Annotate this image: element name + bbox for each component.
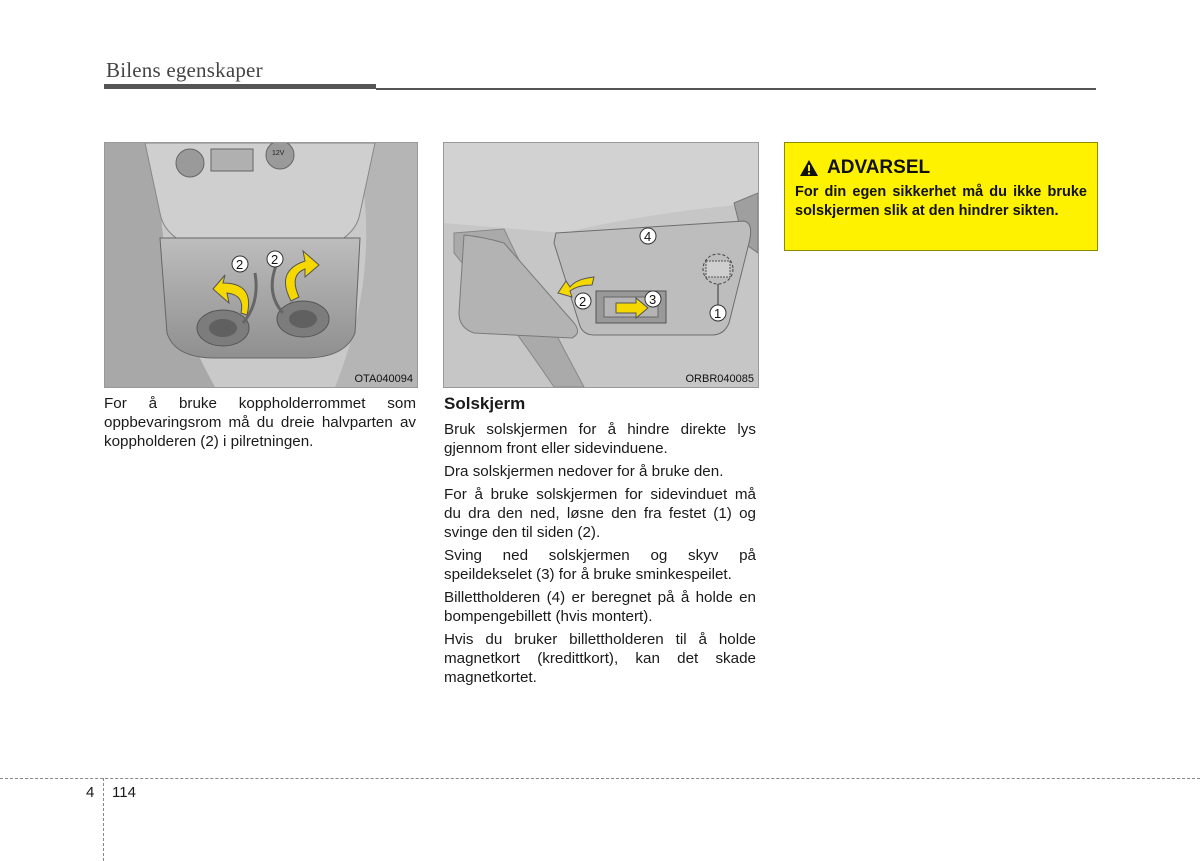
sun-visor-heading: Solskjerm bbox=[444, 394, 526, 413]
warning-box bbox=[784, 142, 1098, 251]
callout-4: 4 bbox=[644, 229, 652, 244]
sun-visor-paragraph: Sving ned solskjermen og skyv på speildekselet (3) for å bruke sminkespeilet. bbox=[444, 547, 756, 583]
figure-code-mid: ORBR040085 bbox=[685, 373, 754, 385]
warning-title: ADVARSEL bbox=[827, 157, 931, 178]
callout-2-left: 2 bbox=[236, 257, 244, 272]
sun-visor-paragraph: For å bruke solskjermen for sidevinduet må du dra den ned, løsne den fra festet (1) og svinge den til siden (2). bbox=[444, 486, 756, 541]
sun-visor-paragraph: Bruk solskjermen for å hindre direkte lys gjennom front eller sidevinduene. bbox=[444, 421, 756, 457]
sun-visor-paragraph: Dra solskjermen nedover for å bruke den. bbox=[444, 463, 724, 480]
sun-visor-text bbox=[444, 420, 756, 691]
callout-2-right: 2 bbox=[271, 252, 279, 267]
warning-text: For din egen sikkerhet må du ikke bruke solskjermen slik at den hindrer sikten. bbox=[795, 184, 1087, 219]
callout-3: 3 bbox=[649, 292, 657, 307]
callout-2: 2 bbox=[579, 294, 587, 309]
footer-rule bbox=[0, 778, 1200, 779]
sun-visor-paragraph: Billettholderen (4) er beregnet på å holde en bompengebillett (hvis montert). bbox=[444, 589, 756, 625]
section-header-title: Bilens egenskaper bbox=[106, 58, 263, 82]
warning-title-row bbox=[799, 157, 930, 179]
warning-triangle-icon bbox=[799, 159, 819, 177]
callout-1: 1 bbox=[714, 306, 722, 321]
header-rule-thin bbox=[376, 88, 1096, 90]
socket-label-12v: 12V bbox=[272, 150, 285, 157]
header-rule-thick bbox=[104, 84, 376, 89]
footer-vertical-rule bbox=[103, 778, 104, 861]
sun-visor-figure bbox=[443, 142, 759, 388]
cup-holder-text bbox=[104, 394, 416, 455]
chapter-number: 4 bbox=[86, 784, 95, 801]
sun-visor-paragraph: Hvis du bruker billettholderen til å holde magnetkort (kredittkort), kan det skade magnetkortet. bbox=[444, 631, 756, 686]
cup-holder-paragraph: For å bruke koppholderrommet som oppbevaringsrom må du dreie halvparten av koppholderen (2) i pilretningen. bbox=[104, 395, 416, 450]
cup-holder-figure bbox=[104, 142, 418, 388]
page-number: 114 bbox=[112, 784, 136, 801]
figure-code-left: OTA040094 bbox=[354, 373, 413, 385]
